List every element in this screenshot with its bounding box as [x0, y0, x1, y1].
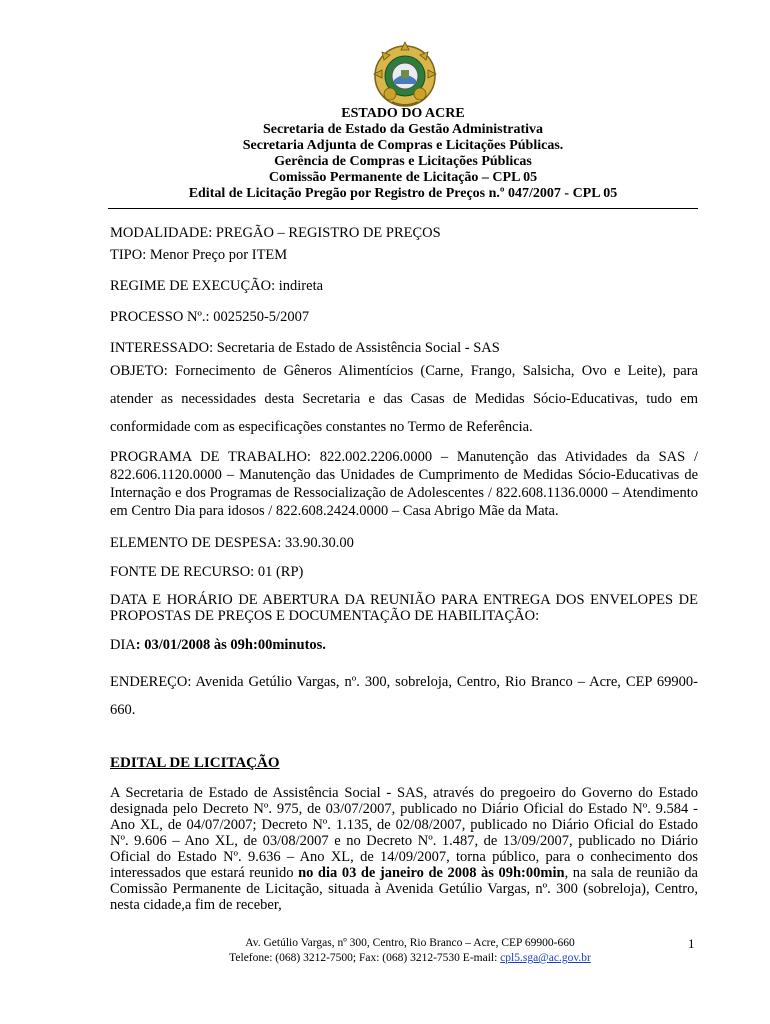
edital-title: EDITAL DE LICITAÇÃO [110, 755, 280, 771]
edital-text-a: A Secretaria de Estado de Assistência Social - SAS, através do pregoeiro do Governo do Estado designada pelo Decreto Nº. 975, de 03/07/2007, publicado no Diário Oficial do Estado Nº. 9.584 - Ano XL, de 04/07/2007; Decreto Nº. 1.135, de 02/08/2007, publicado no Diário Oficial do Estado Nº. 9.606 – Ano XL, de 03/08/2007 e no Decreto Nº. 1.487, de 13/09/2007, publicado no Diário Oficial do Estado Nº. 9.636 – Ano XL, de 14/09/2007, torna público, para o conhecimento dos interessados que estará reunido [110, 785, 698, 881]
acre-coat-of-arms-icon [370, 40, 440, 110]
field-tipo: TIPO: Menor Preço por ITEM [110, 247, 288, 263]
field-fonte-recurso: FONTE DE RECURSO: 01 (RP) [110, 564, 304, 580]
dia-label: DIA [110, 637, 136, 653]
footer-phones: Telefone: (068) 3212-7500; Fax: (068) 3212-7530 E-mail: [229, 952, 501, 964]
header-secretaria: Secretaria de Estado da Gestão Administrativa [262, 122, 544, 137]
edital-text-b: , na sala de reunião da Comissão Permanente de Licitação, situada à Avenida Getúlio Vargas, nº. 300 (sobreloja), Centro, nesta cidade,a fim de receber, [110, 865, 698, 913]
footer-email-link[interactable]: cpl5.sga@ac.gov.br [500, 952, 591, 964]
field-modalidade: MODALIDADE: PREGÃO – REGISTRO DE PREÇOS [110, 225, 441, 241]
header-divider [108, 208, 698, 209]
field-regime: REGIME DE EXECUÇÃO: indireta [110, 278, 324, 294]
page-number: 1 [688, 936, 695, 951]
header-comissao: Comissão Permanente de Licitação – CPL 05 [268, 170, 538, 185]
edital-paragraph [110, 785, 698, 913]
footer-address: Av. Getúlio Vargas, nº 300, Centro, Rio Branco – Acre, CEP 69900-660 [245, 937, 575, 949]
page-footer [150, 936, 670, 966]
field-dia [110, 636, 698, 654]
field-elemento-despesa: ELEMENTO DE DESPESA: 33.90.30.00 [110, 535, 354, 551]
edital-date-bold: no dia 03 de janeiro de 2008 às 09h:00min [298, 865, 565, 881]
header-state: ESTADO DO ACRE [341, 106, 465, 121]
footer-contacts [150, 951, 670, 966]
header-gerencia: Gerência de Compras e Licitações Públicas [274, 154, 532, 169]
dia-value: : 03/01/2008 às 09h:00minutos. [135, 637, 326, 653]
field-objeto: OBJETO: Fornecimento de Gêneros Alimentícios (Carne, Frango, Salsicha, Ovo e Leite), para atender as necessidades desta Secretaria e das Casas de Medidas Sócio-Educativas, tudo em conformidade com as especificações constantes no Termo de Referência. [110, 363, 698, 435]
document-header [108, 106, 698, 202]
field-interessado: INTERESSADO: Secretaria de Estado de Assistência Social - SAS [110, 340, 500, 356]
field-data-horario: DATA E HORÁRIO DE ABERTURA DA REUNIÃO PARA ENTREGA DOS ENVELOPES DE PROPOSTAS DE PREÇOS E DOCUMENTAÇÃO DE HABILITAÇÃO: [110, 592, 698, 624]
field-endereco: ENDEREÇO: Avenida Getúlio Vargas, nº. 300, sobreloja, Centro, Rio Branco – Acre, CEP 69900-660. [110, 674, 698, 718]
header-edital: Edital de Licitação Pregão por Registro de Preços n.º 047/2007 - CPL 05 [188, 186, 618, 201]
field-programa-trabalho: PROGRAMA DE TRABALHO: 822.002.2206.0000 – Manutenção das Atividades da SAS / 822.606.1120.0000 – Manutenção das Unidades de Cumprimento de Medidas Sócio-Educativas de Internação e dos Programas de Ressocialização de Adolescentes / 822.608.1136.0000 – Atendimento em Centro Dia para idosos / 822.608.2424.0000 – Casa Abrigo Mãe da Mata. [110, 449, 698, 519]
field-processo: PROCESSO Nº.: 0025250-5/2007 [110, 309, 310, 325]
header-secretaria-adjunta: Secretaria Adjunta de Compras e Licitações Públicas. [242, 138, 564, 153]
document-body [110, 224, 698, 913]
